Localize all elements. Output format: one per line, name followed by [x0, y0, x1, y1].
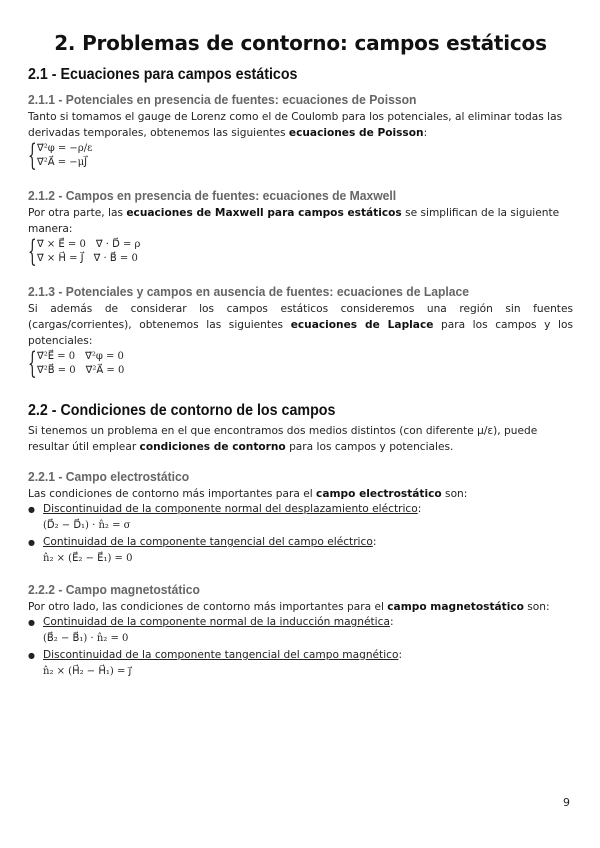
- magnetostatic-condition-2: Discontinuidad de la componente tangencial del campo magnético: [43, 649, 399, 661]
- boundary-intro: [28, 423, 573, 455]
- page-number: 9: [563, 796, 570, 809]
- electrostatic-intro-end: son:: [441, 488, 468, 500]
- maxwell-eq-1a: ∇⃗ × E⃗ = 0: [37, 239, 86, 250]
- section-heading-2-2: 2.2 - Condiciones de contorno de los campos: [28, 402, 336, 419]
- poisson-eq-2: ∇⃗²A⃗ = −μJ⃗: [37, 157, 88, 168]
- brace-icon: {: [28, 138, 37, 173]
- electrostatic-condition-1: Discontinuidad de la componente normal del desplazamiento eléctrico: [43, 503, 418, 515]
- laplace-eq-2a: ∇⃗²B⃗ = 0: [37, 365, 76, 376]
- boundary-intro-bold: condiciones de contorno: [139, 441, 286, 453]
- maxwell-intro-text: Por otra parte, las: [28, 207, 127, 219]
- magnetostatic-eq-2: n̂₂ × (H⃗₂ − H⃗₁) = j⃗: [43, 666, 132, 677]
- electrostatic-eq-2: n̂₂ × (E⃗₂ − E⃗₁) = 0: [43, 553, 133, 564]
- laplace-eq-1a: ∇⃗²E⃗ = 0: [37, 351, 76, 362]
- laplace-intro-end: para los campos y los potenciales:: [28, 319, 573, 347]
- subsection-heading-2-1-3: 2.1.3 - Potenciales y campos en ausencia de fuentes: ecuaciones de Laplace: [28, 284, 470, 299]
- section-heading-2-1: 2.1 - Ecuaciones para campos estáticos: [28, 66, 298, 83]
- maxwell-system: [28, 234, 573, 269]
- laplace-eq-1b: ∇⃗²φ = 0: [85, 351, 124, 362]
- brace-icon: {: [28, 234, 37, 269]
- electrostatic-intro-bold: campo electrostático: [316, 488, 442, 500]
- poisson-system: [28, 138, 573, 173]
- list-item: ● Discontinuidad de la componente normal del desplazamiento eléctrico:: [28, 502, 573, 517]
- magnetostatic-condition-1: Continuidad de la componente normal de la inducción magnética: [43, 616, 390, 628]
- magnetostatic-intro-text: Por otro lado, las condiciones de contorno más importantes para el: [28, 601, 388, 613]
- maxwell-intro-bold: ecuaciones de Maxwell para campos estáticos: [126, 207, 402, 219]
- electrostatic-intro-text: Las condiciones de contorno más importantes para el: [28, 488, 317, 500]
- electrostatic-intro: [28, 486, 573, 502]
- poisson-intro: [28, 109, 573, 141]
- maxwell-intro: [28, 205, 573, 237]
- magnetostatic-conditions: [28, 615, 573, 681]
- subsection-heading-2-2-1: 2.2.1 - Campo electrostático: [28, 469, 190, 484]
- page: [28, 0, 573, 681]
- poisson-intro-text: Tanto si tomamos el gauge de Lorenz como el de Coulomb para los potenciales, al eliminar todas las derivadas temporales, obtenemos las siguientes: [28, 111, 563, 139]
- maxwell-intro-end: se simplifican de la siguiente manera:: [28, 207, 560, 235]
- electrostatic-condition-2: Continuidad de la componente tangencial del campo eléctrico: [43, 536, 373, 548]
- subsection-heading-2-1-1: 2.1.1 - Potenciales en presencia de fuentes: ecuaciones de Poisson: [28, 92, 417, 107]
- maxwell-eq-2b: ∇⃗ · B⃗ = 0: [93, 253, 138, 264]
- maxwell-eq-2a: ∇⃗ × H⃗ = J⃗: [37, 253, 84, 264]
- boundary-intro-text: Si tenemos un problema en el que encontramos dos medios distintos (con diferente μ/ε), puede resultar útil emplear: [28, 425, 538, 453]
- laplace-intro: [28, 301, 573, 349]
- laplace-intro-bold: ecuaciones de Laplace: [290, 319, 434, 331]
- poisson-intro-end: :: [423, 127, 428, 139]
- brace-icon: {: [28, 346, 37, 381]
- list-item: ● Continuidad de la componente tangencial del campo eléctrico:: [28, 535, 573, 550]
- list-item: ● Continuidad de la componente normal de la inducción magnética:: [28, 615, 573, 630]
- laplace-system: [28, 346, 573, 381]
- magnetostatic-eq-1: (B⃗₂ − B⃗₁) · n̂₂ = 0: [43, 633, 129, 644]
- electrostatic-eq-1: (D⃗₂ − D⃗₁) · n̂₂ = σ: [43, 520, 131, 531]
- subsection-heading-2-1-2: 2.1.2 - Campos en presencia de fuentes: ecuaciones de Maxwell: [28, 188, 397, 203]
- magnetostatic-intro-end: son:: [523, 601, 550, 613]
- magnetostatic-intro: [28, 599, 573, 615]
- laplace-intro-text: Si además de considerar los campos estáticos consideremos una región sin fuentes (cargas/corrientes), obtenemos las siguientes: [28, 303, 573, 331]
- magnetostatic-intro-bold: campo magnetostático: [387, 601, 524, 613]
- poisson-intro-bold: ecuaciones de Poisson: [288, 127, 424, 139]
- boundary-intro-end: para los campos y potenciales.: [285, 441, 454, 453]
- list-item: ● Discontinuidad de la componente tangencial del campo magnético:: [28, 648, 573, 663]
- poisson-eq-1: ∇⃗²φ = −ρ/ε: [37, 143, 93, 154]
- subsection-heading-2-2-2: 2.2.2 - Campo magnetostático: [28, 582, 200, 597]
- page-title: 2. Problemas de contorno: campos estáticos: [54, 31, 547, 55]
- laplace-eq-2b: ∇⃗²A⃗ = 0: [85, 365, 125, 376]
- electrostatic-conditions: [28, 502, 573, 568]
- maxwell-eq-1b: ∇⃗ · D⃗ = ρ: [95, 239, 141, 250]
